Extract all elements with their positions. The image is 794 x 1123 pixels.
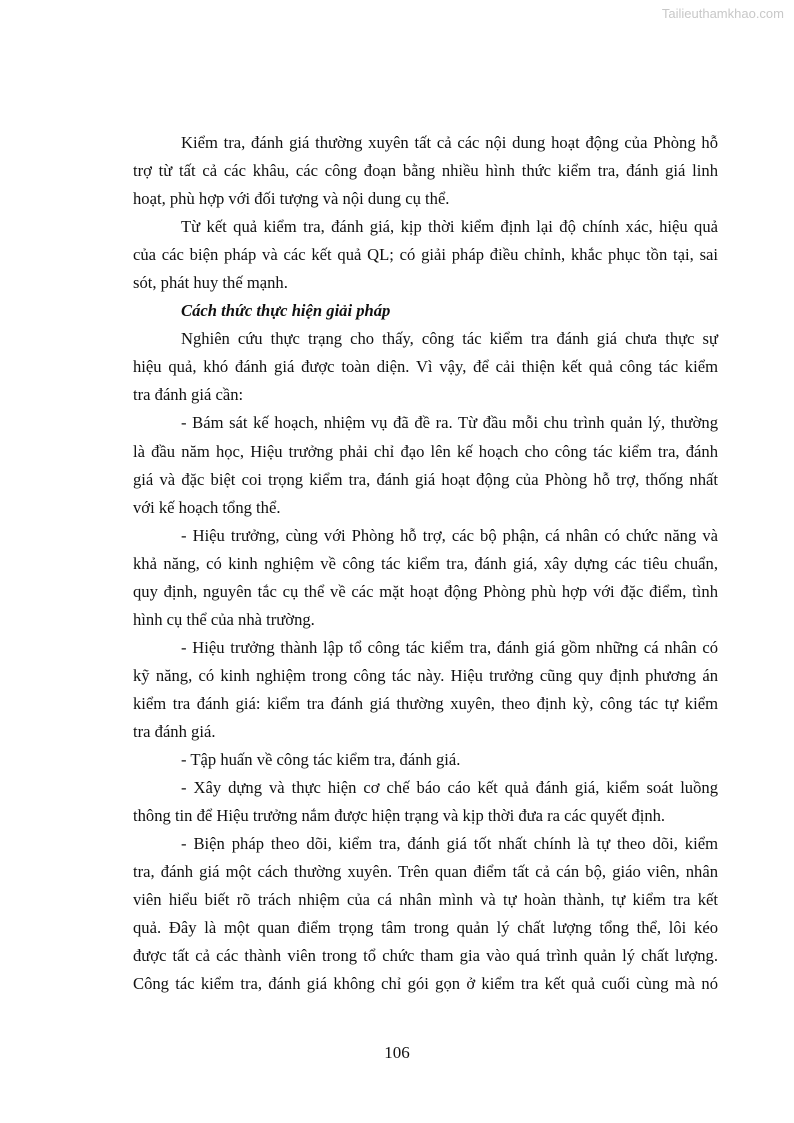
text-line: hoạt, phù hợp với đối tượng và nội dung cụ thể. (133, 189, 450, 209)
text-line: của các biện pháp và các kết quả QL; có giải pháp điều chỉnh, khắc phục tồn tại, sai (133, 245, 718, 265)
text-line: - Bám sát kế hoạch, nhiệm vụ đã đề ra. Từ đầu mỗi chu trình quản lý, thường (181, 413, 718, 433)
paragraph (133, 409, 718, 521)
text-line: sót, phát huy thế mạnh. (133, 273, 288, 293)
text-line: khả năng, có kinh nghiệm về công tác kiểm tra, đánh giá, xây dựng các tiêu chuẩn, (133, 553, 718, 573)
text-line: Từ kết quả kiểm tra, đánh giá, kịp thời kiểm định lại độ chính xác, hiệu quả (181, 217, 718, 237)
text-line: kiểm tra đánh giá: kiểm tra đánh giá thường xuyên, theo định kỳ, công tác tự kiểm (133, 693, 718, 713)
text-line: Nghiên cứu thực trạng cho thấy, công tác kiểm tra đánh giá chưa thực sự (181, 329, 718, 349)
paragraph (133, 830, 718, 998)
paragraph (133, 213, 718, 297)
text-line: Công tác kiểm tra, đánh giá không chỉ gói gọn ở kiểm tra kết quả cuối cùng mà nó (133, 974, 718, 994)
text-line: quy định, nguyên tắc cụ thể về các mặt hoạt động Phòng phù hợp với đặc điểm, tình (133, 581, 718, 601)
text-line: - Hiệu trưởng thành lập tổ công tác kiểm tra, đánh giá gồm những cá nhân có (181, 637, 718, 657)
text-line: Kiểm tra, đánh giá thường xuyên tất cả các nội dung hoạt động của Phòng hỗ (181, 133, 718, 152)
text-line: viên hiểu biết rõ trách nhiệm của cá nhân mình và tự hoàn thành, tự kiểm tra kết (133, 890, 718, 910)
paragraph (133, 746, 718, 774)
text-line: giá và đặc biệt coi trọng kiểm tra, đánh giá hoạt động của Phòng hỗ trợ, thống nhất (133, 469, 718, 489)
text-line: tra đánh giá cần: (133, 385, 244, 405)
text-line: trợ từ tất cả các khâu, các công đoạn bằng nhiều hình thức kiểm tra, đánh giá linh (133, 161, 718, 181)
text-line: - Biện pháp theo dõi, kiểm tra, đánh giá tốt nhất chính là tự theo dõi, kiểm (181, 834, 718, 854)
paragraph (133, 129, 718, 213)
paragraph (133, 634, 718, 746)
watermark: Tailieuthamkhao.com (661, 6, 784, 21)
document-body (133, 129, 718, 998)
text-line: hình cụ thể của nhà trường. (133, 609, 315, 629)
text-line: - Xây dựng và thực hiện cơ chế báo cáo kết quả đánh giá, kiểm soát luồng (181, 778, 718, 798)
text-line: - Hiệu trưởng, cùng với Phòng hỗ trợ, các bộ phận, cá nhân có chức năng và (181, 525, 718, 545)
text-line: hiệu quả, khó đánh giá được toàn diện. Vì vậy, để cải thiện kết quả công tác kiểm (133, 357, 718, 377)
text-line: được tất cả các thành viên trong tổ chức tham gia vào quá trình quản lý chất lượng. (133, 946, 718, 966)
text-line: tra, đánh giá một cách thường xuyên. Trên quan điểm tất cả cán bộ, giáo viên, nhân (133, 862, 718, 882)
page-number: 106 (384, 1043, 410, 1062)
text-line: với kế hoạch tổng thể. (133, 497, 281, 517)
text-line: là đầu năm học, Hiệu trưởng phải chỉ đạo lên kế hoạch cho công tác kiểm tra, đánh (133, 441, 718, 461)
text-line: thông tin để Hiệu trưởng nắm được hiện trạng và kịp thời đưa ra các quyết định. (133, 806, 666, 826)
paragraph (133, 774, 718, 830)
paragraph (133, 522, 718, 634)
text-line: - Tập huấn về công tác kiểm tra, đánh giá. (181, 750, 461, 770)
text-line: Cách thức thực hiện giải pháp (181, 301, 391, 321)
paragraph (133, 325, 718, 409)
text-line: kỹ năng, có kinh nghiệm trong công tác này. Hiệu trưởng cũng quy định phương án (133, 665, 718, 685)
section-heading (133, 297, 718, 325)
text-line: tra đánh giá. (133, 721, 216, 741)
text-line: quả. Đây là một quan điểm trọng tâm trong quản lý chất lượng tổng thể, lôi kéo (133, 918, 718, 938)
